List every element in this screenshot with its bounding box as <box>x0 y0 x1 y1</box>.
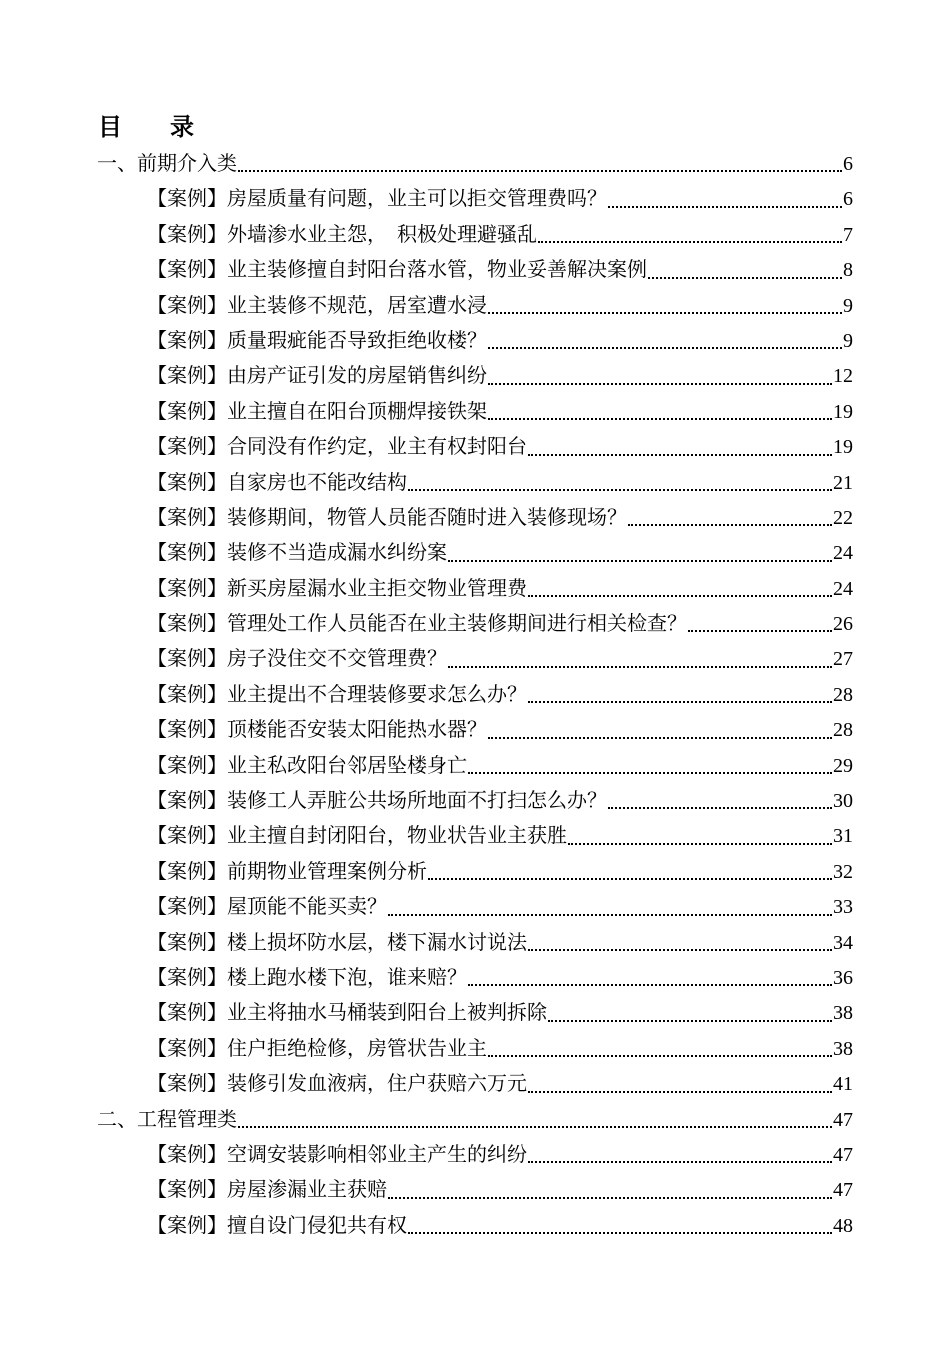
toc-entry-text: 【案例】管理处工作人员能否在业主装修期间进行相关检查？ <box>147 611 687 636</box>
toc-entry-text: 【案例】房子没住交不交管理费？ <box>147 646 447 671</box>
toc-dot-leader <box>528 1066 832 1101</box>
toc-entry-text: 【案例】楼上损坏防水层，楼下漏水讨说法 <box>147 929 527 954</box>
toc-page-number: 28 <box>833 683 853 706</box>
toc-dot-leader <box>408 1208 832 1243</box>
toc-dot-leader <box>448 641 832 676</box>
toc-entry-text: 【案例】楼上跑水楼下泡，谁来赔？ <box>147 964 467 989</box>
toc-page-number: 22 <box>833 506 853 529</box>
toc-dot-leader <box>488 358 832 393</box>
toc-page-number: 47 <box>833 1108 853 1131</box>
toc-case-entry[interactable] <box>97 465 853 500</box>
toc-case-entry[interactable] <box>97 995 853 1030</box>
toc-dot-leader <box>488 323 842 358</box>
toc-dot-leader <box>608 783 832 818</box>
toc-case-entry[interactable] <box>97 889 853 924</box>
toc-entry-text: 【案例】空调安装影响相邻业主产生的纠纷 <box>147 1141 527 1166</box>
toc-dot-leader <box>488 288 842 323</box>
toc-page-number: 34 <box>833 931 853 954</box>
toc-page-number: 48 <box>833 1214 853 1237</box>
toc-entry-text: 【案例】外墙渗水业主怨， 积极处理避骚乱 <box>147 221 537 246</box>
toc-dot-leader <box>468 748 832 783</box>
toc-page-number: 19 <box>833 400 853 423</box>
toc-case-entry[interactable] <box>97 677 853 712</box>
toc-page-number: 26 <box>833 613 853 636</box>
toc-entry-text: 二、工程管理类 <box>97 1106 237 1131</box>
toc-dot-leader <box>488 1031 832 1066</box>
toc-dot-leader <box>388 1172 832 1207</box>
toc-entry-text: 【案例】业主私改阳台邻居坠楼身亡 <box>147 752 467 777</box>
toc-entry-text: 【案例】装修引发血液病，住户获赔六万元 <box>147 1071 527 1096</box>
toc-page-number: 7 <box>843 223 853 246</box>
toc-entry-text: 【案例】质量瑕疵能否导致拒绝收楼？ <box>147 327 487 352</box>
toc-dot-leader <box>238 146 842 181</box>
toc-entry-text: 【案例】装修工人弄脏公共场所地面不打扫怎么办？ <box>147 788 607 813</box>
toc-case-entry[interactable] <box>97 1066 853 1101</box>
toc-dot-leader <box>238 1102 832 1137</box>
toc-section-entry[interactable] <box>97 146 853 181</box>
toc-title: 目 录 <box>98 112 194 141</box>
toc-dot-leader <box>388 889 832 924</box>
toc-dot-leader <box>528 571 832 606</box>
toc-case-entry[interactable] <box>97 358 853 393</box>
toc-dot-leader <box>608 181 842 216</box>
toc-case-entry[interactable] <box>97 712 853 747</box>
toc-entry-text: 【案例】房屋渗漏业主获赔 <box>147 1177 387 1202</box>
toc-dot-leader <box>468 960 832 995</box>
toc-entry-text: 【案例】由房产证引发的房屋销售纠纷 <box>147 363 487 388</box>
toc-dot-leader <box>528 925 832 960</box>
toc-entry-text: 【案例】业主装修不规范，居室遭水浸 <box>147 292 487 317</box>
toc-case-entry[interactable] <box>97 854 853 889</box>
toc-page-number: 31 <box>833 825 853 848</box>
toc-entry-text: 【案例】业主擅自在阳台顶棚焊接铁架 <box>147 398 487 423</box>
toc-entry-text: 【案例】业主装修擅自封阳台落水管，物业妥善解决案例 <box>147 257 647 282</box>
toc-page-number: 8 <box>843 259 853 282</box>
toc-entry-text: 【案例】住户拒绝检修，房管状告业主 <box>147 1035 487 1060</box>
toc-page-number: 9 <box>843 329 853 352</box>
toc-entry-text: 【案例】前期物业管理案例分析 <box>147 858 427 883</box>
toc-page-number: 12 <box>833 365 853 388</box>
toc-case-entry[interactable] <box>97 217 853 252</box>
toc-page-number: 33 <box>833 896 853 919</box>
toc-page-number: 47 <box>833 1143 853 1166</box>
toc-entry-text: 【案例】装修期间，物管人员能否随时进入装修现场？ <box>147 504 627 529</box>
toc-page-number: 41 <box>833 1073 853 1096</box>
toc-case-entry[interactable] <box>97 818 853 853</box>
toc-dot-leader <box>628 500 832 535</box>
toc-entry-text: 【案例】合同没有作约定，业主有权封阳台 <box>147 434 527 459</box>
toc-entry-text: 【案例】业主提出不合理装修要求怎么办？ <box>147 681 527 706</box>
toc-case-entry[interactable] <box>97 535 853 570</box>
toc-entry-text: 【案例】房屋质量有问题，业主可以拒交管理费吗？ <box>147 186 607 211</box>
toc-dot-leader <box>528 677 832 712</box>
toc-case-entry[interactable] <box>97 1172 853 1207</box>
toc-case-entry[interactable] <box>97 252 853 287</box>
toc-dot-leader <box>568 818 832 853</box>
toc-case-entry[interactable] <box>97 500 853 535</box>
toc-entry-text: 【案例】顶楼能否安装太阳能热水器？ <box>147 717 487 742</box>
toc-dot-leader <box>448 535 832 570</box>
toc-case-entry[interactable] <box>97 429 853 464</box>
toc-dot-leader <box>408 465 832 500</box>
toc-entry-text: 【案例】屋顶能不能买卖？ <box>147 894 387 919</box>
toc-case-entry[interactable] <box>97 1031 853 1066</box>
toc-case-entry[interactable] <box>97 181 853 216</box>
toc-page-number: 9 <box>843 294 853 317</box>
toc-case-entry[interactable] <box>97 394 853 429</box>
toc-case-entry[interactable] <box>97 641 853 676</box>
toc-case-entry[interactable] <box>97 571 853 606</box>
toc-entry-text: 【案例】自家房也不能改结构 <box>147 469 407 494</box>
toc-case-entry[interactable] <box>97 288 853 323</box>
toc-case-entry[interactable] <box>97 783 853 818</box>
toc-page-number: 36 <box>833 966 853 989</box>
toc-page-number: 6 <box>843 153 853 175</box>
toc-case-entry[interactable] <box>97 1208 853 1243</box>
toc-dot-leader <box>488 394 832 429</box>
toc-list <box>97 146 853 1243</box>
toc-page-number: 47 <box>833 1179 853 1202</box>
toc-page-number: 24 <box>833 542 853 565</box>
toc-dot-leader <box>428 854 832 889</box>
toc-page-number: 6 <box>843 188 853 211</box>
toc-dot-leader <box>528 1137 832 1172</box>
toc-page-number: 30 <box>833 790 853 813</box>
toc-section-entry[interactable] <box>97 1102 853 1137</box>
toc-entry-text: 【案例】装修不当造成漏水纠纷案 <box>147 540 447 565</box>
toc-page-number: 27 <box>833 648 853 671</box>
toc-case-entry[interactable] <box>97 606 853 641</box>
toc-case-entry[interactable] <box>97 323 853 358</box>
toc-entry-text: 【案例】新买房屋漏水业主拒交物业管理费 <box>147 575 527 600</box>
toc-entry-text: 【案例】业主擅自封闭阳台，物业状告业主获胜 <box>147 823 567 848</box>
toc-dot-leader <box>548 995 832 1030</box>
toc-dot-leader <box>538 217 842 252</box>
toc-case-entry[interactable] <box>97 960 853 995</box>
toc-page-number: 38 <box>833 1037 853 1060</box>
toc-page-number: 28 <box>833 719 853 742</box>
toc-dot-leader <box>488 712 832 747</box>
toc-entry-text: 【案例】业主将抽水马桶装到阳台上被判拆除 <box>147 1000 547 1025</box>
toc-case-entry[interactable] <box>97 925 853 960</box>
toc-entry-text: 【案例】擅自设门侵犯共有权 <box>147 1212 407 1237</box>
toc-page-number: 21 <box>833 471 853 494</box>
toc-page-number: 19 <box>833 436 853 459</box>
toc-page-number: 24 <box>833 577 853 600</box>
toc-page-number: 38 <box>833 1002 853 1025</box>
toc-page-number: 29 <box>833 754 853 777</box>
toc-case-entry[interactable] <box>97 748 853 783</box>
toc-dot-leader <box>528 429 832 464</box>
toc-page-number: 32 <box>833 860 853 883</box>
toc-dot-leader <box>688 606 832 641</box>
toc-case-entry[interactable] <box>97 1137 853 1172</box>
toc-entry-text: 一、前期介入类 <box>97 151 237 175</box>
toc-dot-leader <box>648 252 842 287</box>
